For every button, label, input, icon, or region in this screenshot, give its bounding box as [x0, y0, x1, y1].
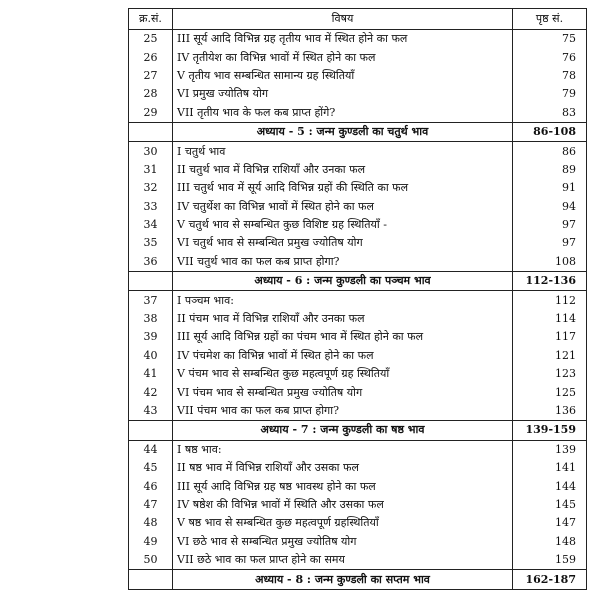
topic-title: I षष्ठ भाव:: [173, 440, 513, 459]
serial-number: 31: [143, 162, 158, 176]
chapter-serial: [129, 272, 173, 291]
topic-title: VI चतुर्थ भाव से सम्बन्धित प्रमुख ज्योतिष योग: [173, 234, 513, 252]
page-number: 89: [513, 161, 587, 179]
header-serial-number: क्र.सं.: [129, 9, 173, 30]
page-number: 148: [513, 533, 587, 551]
chapter-page-range: 86-108: [513, 122, 587, 141]
table-row: [129, 48, 587, 66]
page-number: 94: [513, 198, 587, 216]
topic-title: VII तृतीय भाव के फल कब प्राप्त होंगे?: [173, 104, 513, 123]
serial-number: 43: [143, 404, 158, 417]
chapter-title: अध्याय - 5 : जन्म कुण्डली का चतुर्थ भाव: [173, 122, 513, 141]
page-number: 91: [513, 179, 587, 197]
table-row: [129, 104, 587, 123]
page-number: 114: [513, 310, 587, 328]
page-number: 147: [513, 514, 587, 532]
serial-number: 45: [143, 461, 158, 475]
table-row: [129, 85, 587, 103]
table-row: [129, 142, 587, 161]
topic-title: IV पंचमेश का विभिन्न भावों में स्थित होने का फल: [173, 347, 513, 365]
serial-number: 49: [143, 534, 158, 548]
serial-number: 27: [143, 68, 158, 82]
topic-title: VII छठे भाव का फल प्राप्त होने का समय: [173, 551, 513, 570]
table-row: [129, 291, 587, 310]
page-number: 139: [513, 440, 587, 459]
serial-number: 42: [143, 385, 158, 399]
serial-number: 39: [143, 330, 158, 344]
page-number: 97: [513, 234, 587, 252]
table-row: [129, 179, 587, 197]
table-row: [129, 365, 587, 383]
table-row: [129, 551, 587, 570]
serial-number: 37: [143, 293, 158, 307]
header-page-number: पृष्ठ सं.: [513, 9, 587, 30]
topic-title: VI छठे भाव से सम्बन्धित प्रमुख ज्योतिष योग: [173, 533, 513, 551]
table-row: [129, 514, 587, 532]
table-row: [129, 459, 587, 477]
topic-title: V तृतीय भाव सम्बन्धित सामान्य ग्रह स्थितियाँ: [173, 67, 513, 85]
topic-title: III चतुर्थ भाव में सूर्य आदि विभिन्न ग्रहों की स्थिति का फल: [173, 179, 513, 197]
page-number: 79: [513, 85, 587, 103]
table-row: [129, 477, 587, 495]
table-row: [129, 328, 587, 346]
page-number: 136: [513, 402, 587, 421]
table-row: [129, 310, 587, 328]
serial-number: 47: [143, 497, 158, 511]
table-row: [129, 402, 587, 421]
page-number: 86: [513, 142, 587, 161]
topic-title: III सूर्य आदि विभिन्न ग्रह षष्ठ भावस्थ होने का फल: [173, 477, 513, 495]
topic-title: II पंचम भाव में विभिन्न राशियाँ और उनका फल: [173, 310, 513, 328]
serial-number: 34: [143, 218, 158, 232]
chapter-serial: [129, 421, 173, 440]
page-number: 78: [513, 67, 587, 85]
page-number: 117: [513, 328, 587, 346]
serial-number: 50: [143, 553, 158, 567]
page-number: 108: [513, 253, 587, 272]
serial-number: 32: [143, 181, 158, 195]
table-row: [129, 440, 587, 459]
topic-title: I चतुर्थ भाव: [173, 142, 513, 161]
page-number: 125: [513, 383, 587, 401]
chapter-title: अध्याय - 8 : जन्म कुण्डली का सप्तम भाव: [173, 570, 513, 589]
serial-number: 29: [143, 105, 158, 119]
topic-title: V षष्ठ भाव से सम्बन्धित कुछ महत्वपूर्ण ग्रहस्थितियाँ: [173, 514, 513, 532]
topic-title: IV षष्ठेश की विभिन्न भावों में स्थिति और उसका फल: [173, 496, 513, 514]
table-row: [129, 198, 587, 216]
page-number: 159: [513, 551, 587, 570]
serial-number: 33: [143, 199, 158, 213]
serial-number: 46: [143, 479, 158, 493]
serial-number: 44: [143, 442, 158, 456]
topic-title: I पञ्चम भाव:: [173, 291, 513, 310]
topic-title: V पंचम भाव से सम्बन्धित कुछ महत्वपूर्ण ग्रह स्थितियाँ: [173, 365, 513, 383]
contents-table: [128, 8, 587, 590]
page-number: 112: [513, 291, 587, 310]
serial-number: 28: [143, 87, 158, 101]
page-number: 76: [513, 48, 587, 66]
table-row: [129, 496, 587, 514]
topic-title: IV तृतीयेश का विभिन्न भावों में स्थित होने का फल: [173, 48, 513, 66]
topic-title: VI प्रमुख ज्योतिष योग: [173, 85, 513, 103]
serial-number: 48: [143, 516, 158, 530]
table-row: [129, 383, 587, 401]
topic-title: VII पंचम भाव का फल कब प्राप्त होगा?: [173, 402, 513, 421]
table-row: [129, 234, 587, 252]
chapter-page-range: 139-159: [513, 421, 587, 440]
chapter-serial: [129, 122, 173, 141]
page-number: 75: [513, 30, 587, 49]
table-row: [129, 161, 587, 179]
serial-number: 35: [143, 236, 158, 250]
topic-title: VII चतुर्थ भाव का फल कब प्राप्त होगा?: [173, 253, 513, 272]
table-header-row: [129, 9, 587, 30]
chapter-title: अध्याय - 7 : जन्म कुण्डली का षष्ठ भाव: [173, 421, 513, 440]
topic-title: VI पंचम भाव से सम्बन्धित प्रमुख ज्योतिष योग: [173, 383, 513, 401]
topic-title: III सूर्य आदि विभिन्न ग्रहों का पंचम भाव में स्थित होने का फल: [173, 328, 513, 346]
table-row: [129, 216, 587, 234]
page-number: 83: [513, 104, 587, 123]
page-number: 123: [513, 365, 587, 383]
table-row: [129, 533, 587, 551]
chapter-page-range: 162-187: [513, 570, 587, 589]
serial-number: 30: [143, 144, 158, 158]
table-row: [129, 347, 587, 365]
serial-number: 40: [143, 348, 158, 362]
chapter-page-range: 112-136: [513, 272, 587, 291]
topic-title: II षष्ठ भाव में विभिन्न राशियाँ और उसका फल: [173, 459, 513, 477]
table-row: [129, 253, 587, 272]
chapter-heading-row: [129, 421, 587, 440]
contents-body: [129, 30, 587, 590]
page-number: 121: [513, 347, 587, 365]
topic-title: V चतुर्थ भाव से सम्बन्धित कुछ विशिष्ट ग्रह स्थितियाँ -: [173, 216, 513, 234]
serial-number: 38: [143, 312, 158, 326]
serial-number: 41: [143, 367, 158, 381]
topic-title: IV चतुर्थेश का विभिन्न भावों में स्थित होने का फल: [173, 198, 513, 216]
chapter-title: अध्याय - 6 : जन्म कुण्डली का पञ्चम भाव: [173, 272, 513, 291]
chapter-heading-row: [129, 272, 587, 291]
chapter-heading-row: [129, 570, 587, 589]
header-subject: विषय: [173, 9, 513, 30]
table-row: [129, 67, 587, 85]
table-row: [129, 30, 587, 49]
topic-title: II चतुर्थ भाव में विभिन्न राशियाँ और उनका फल: [173, 161, 513, 179]
chapter-serial: [129, 570, 173, 589]
page-number: 97: [513, 216, 587, 234]
page-number: 141: [513, 459, 587, 477]
serial-number: 36: [143, 254, 158, 268]
serial-number: 26: [143, 50, 158, 64]
topic-title: III सूर्य आदि विभिन्न ग्रह तृतीय भाव में स्थित होने का फल: [173, 30, 513, 49]
page-number: 145: [513, 496, 587, 514]
page-number: 144: [513, 477, 587, 495]
chapter-heading-row: [129, 122, 587, 141]
serial-number: 25: [143, 32, 158, 46]
